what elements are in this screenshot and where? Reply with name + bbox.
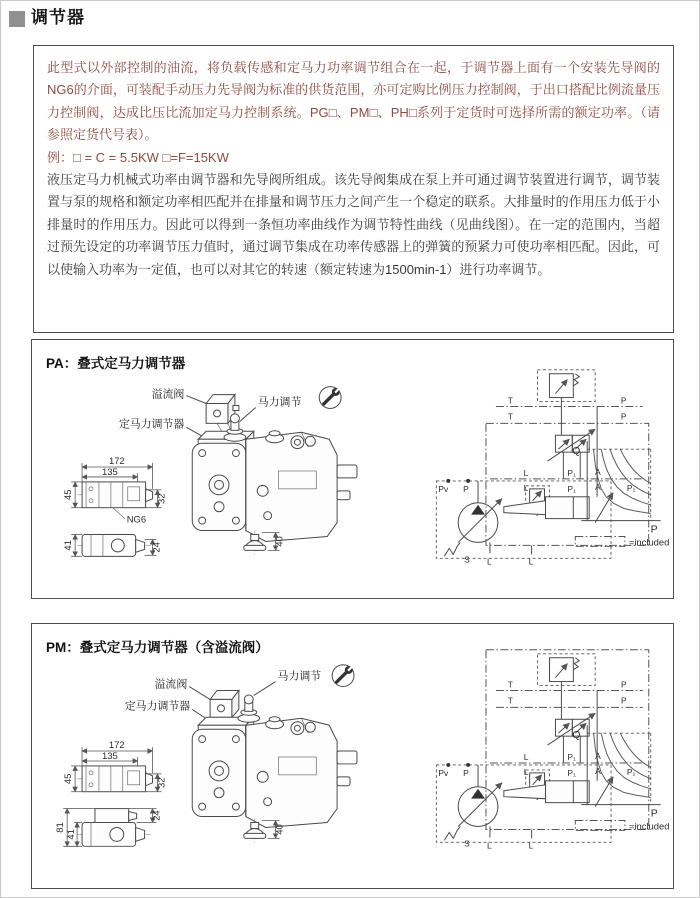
pump-illustration [119, 385, 357, 542]
dim-height-right: 32 [155, 493, 167, 505]
port-label: S [464, 554, 470, 565]
relief-valve-symbol [549, 374, 579, 436]
stroking-piston [504, 493, 613, 523]
regulator-label: 定马力调节器 [118, 418, 185, 431]
dim-side-outer: 81 [54, 822, 66, 833]
chart-legend [575, 820, 669, 831]
port-label: L [486, 840, 492, 851]
dim-height-left: 45 [62, 773, 74, 785]
port-label: P [620, 679, 627, 690]
port-label: T [507, 411, 513, 422]
relief-valve-cube [210, 690, 239, 717]
relief-valve-label: 溢流阀 [151, 388, 185, 401]
port-label: Pv [438, 767, 449, 778]
port-label: T [507, 395, 513, 406]
port-label: P₁ [626, 766, 636, 777]
port-label: P₁ [626, 482, 636, 493]
relief-valve-leader [189, 687, 210, 700]
port-label: A [595, 466, 601, 477]
interface-label-ng6: NG6 [126, 513, 147, 525]
dim-width-outer: 172 [108, 739, 125, 751]
page-title: 调节器 [31, 8, 85, 27]
wrench-icon [319, 385, 343, 409]
port-label: P [620, 411, 627, 422]
dim-height-left: 45 [62, 489, 74, 501]
legend-label: =included [628, 536, 670, 548]
intro-text-box [33, 45, 674, 333]
dim-side-height: 41 [65, 829, 77, 840]
chart-legend [575, 536, 669, 547]
pump-illustration [125, 663, 357, 827]
port-label: P [620, 695, 627, 706]
pq-curve-chart [572, 441, 669, 547]
port-label: T [507, 695, 513, 706]
section-pa-graphics [32, 340, 673, 598]
relief-valve-leader [186, 396, 206, 404]
hydraulic-schematic [436, 370, 648, 566]
dim-side-right: 24 [150, 542, 162, 553]
dimension-drawing-side-view [54, 809, 161, 847]
port-label: P [463, 767, 469, 778]
stroking-piston [504, 777, 613, 807]
dimension-drawing-top-view [62, 739, 166, 792]
power-adjust-label: 马力调节 [257, 396, 302, 409]
pump-symbol [444, 481, 531, 556]
section-pa-title: PA：叠式定马力调节器 [46, 356, 186, 371]
pq-curve-chart [572, 725, 669, 831]
y-axis-label: Q [572, 730, 581, 742]
dim-height-right: 32 [155, 777, 167, 789]
port-label: P₁ [567, 767, 576, 778]
dimension-drawing-side-view [62, 534, 161, 556]
x-axis-label: P [650, 524, 658, 536]
intro-paragraph-2: 液压定马力机械式功率由调节器和先导阀所组成。该先导阀集成在泵上并可通过调节装置进行调节，调节装置与泵的规格和额定功率相匹配并在排量和调节压力之间产生一个稳定的联系。大排量时的作用压力低于小排量时的作用压力。因此可以得到一条恒功率曲线作为调节特性曲线（见曲线图）。在一定的范围内，当超过预先设定的功率调节压力值时，通过调节集成在功率传感器上的弹簧的预紧力可使功率相匹配。因此，可以使输入功率为一定值，也可以对其它的转速（额定转速为1500min-1）进行功率调节。 [47, 172, 660, 277]
section-pm-title: PM：叠式定马力调节器（含溢流阀） [46, 640, 269, 655]
section-pm [31, 623, 674, 889]
port-label: P [620, 395, 627, 406]
power-adjust-label: 马力调节 [277, 670, 322, 683]
pump-symbol [444, 765, 531, 840]
port-label: A [595, 765, 601, 776]
power-adjust-leader [240, 407, 256, 421]
dim-side-right: 24 [150, 810, 162, 821]
relief-valve-symbol [550, 658, 580, 720]
dim-width-outer: 172 [108, 455, 125, 467]
port-label: P₁ [567, 483, 576, 494]
pump-body [192, 717, 357, 828]
port-label: P₁ [567, 751, 576, 762]
dim-width-inner: 135 [101, 749, 118, 761]
port-label: L [523, 766, 529, 777]
port-label: Pv [438, 483, 449, 494]
y-axis-label: Q [572, 446, 581, 458]
port-label: L [523, 751, 529, 762]
wrench-icon [332, 663, 356, 687]
port-label: T [507, 679, 513, 690]
x-axis-label: P [650, 808, 658, 820]
port-label: A [595, 750, 601, 761]
pump-body [192, 431, 357, 542]
relief-valve-label: 溢流阀 [154, 678, 188, 691]
section-pm-graphics [32, 624, 673, 888]
port-label: L [486, 556, 492, 567]
port-label: P [463, 483, 469, 494]
regulator-label: 定马力调节器 [124, 700, 191, 713]
section-marker-square [9, 11, 25, 27]
dim-foot-height: 40 [273, 536, 285, 547]
dim-foot-height: 40 [273, 824, 285, 835]
adjustment-knob [238, 695, 260, 722]
port-label: L [528, 556, 534, 567]
dim-width-inner: 135 [102, 465, 118, 477]
intro-paragraph-1: 此型式以外部控制的油流，将负载传感和定马力功率调节组合在一起，于调节器上面有一个安装先导阀的NG6的介面，可装配手动压力先导阀为标准的供货范围，亦可定购比例压力控制阀，于出口搭配比例流量压力控制阀，达成比压比流加定马力控制系统。PG□、PM□、PH□系列于定货时可选择所需的额定功率。（请参照定货代号表）。 [47, 60, 660, 143]
intro-example-line: 例：□ = C = 5.5KW □=F=15KW [47, 149, 229, 165]
port-label: A [595, 481, 601, 492]
port-label: P₁ [567, 467, 576, 478]
port-label: L [523, 467, 529, 478]
legend-label: =included [628, 820, 670, 832]
dimension-drawing-top-view [62, 455, 166, 525]
section-pa [31, 339, 674, 599]
port-label: L [523, 482, 529, 493]
port-label: S [464, 838, 470, 849]
power-adjust-leader [254, 682, 276, 696]
port-label: L [528, 840, 534, 851]
dim-side-height: 41 [62, 540, 74, 551]
